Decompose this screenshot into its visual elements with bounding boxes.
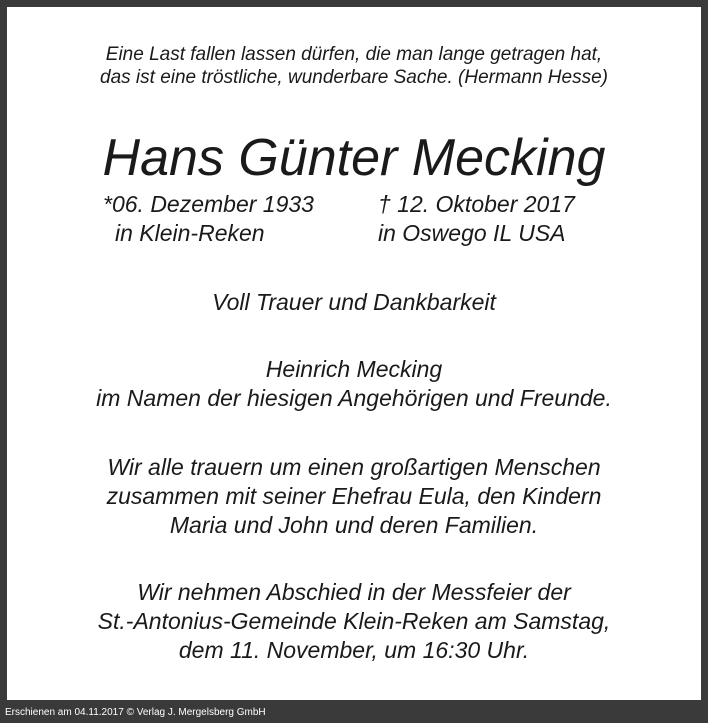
grief-paragraph [7, 453, 701, 540]
birth-date: *06. Dezember 1933 [103, 191, 314, 217]
farewell-line: Wir nehmen Abschied in der Messfeier der [137, 579, 571, 605]
signatory-block [7, 355, 701, 413]
quote-line: Eine Last fallen lassen dürfen, die man lange getragen hat, [105, 44, 603, 65]
death-date: † 12. Oktober 2017 [378, 191, 575, 217]
death-info [378, 190, 575, 248]
signatory-name: Heinrich Mecking [265, 356, 443, 382]
mourning-text: Voll Trauer und Dankbarkeit [212, 289, 496, 315]
grief-line: zusammen mit seiner Ehefrau Eula, den Kindern [106, 483, 602, 509]
death-place: in Oswego IL USA [378, 220, 566, 246]
signatory-on-behalf: im Namen der hiesigen Angehörigen und Freunde. [96, 385, 612, 411]
quote-line: das ist eine tröstliche, wunderbare Sache. (Hermann Hesse) [100, 67, 608, 88]
farewell-paragraph [7, 578, 701, 665]
publication-footer: Erschienen am 04.11.2017 © Verlag J. Mergelsberg GmbH [5, 707, 266, 718]
grief-line: Wir alle trauern um einen großartigen Menschen [107, 454, 601, 480]
farewell-line: dem 11. November, um 16:30 Uhr. [178, 637, 530, 663]
life-dates [7, 190, 701, 250]
obituary-card [7, 7, 701, 700]
deceased-name: Hans Günter Mecking [102, 129, 606, 187]
hesse-quote [7, 43, 701, 89]
birth-info [103, 190, 314, 248]
grief-line: Maria und John und deren Familien. [169, 512, 539, 538]
birth-place: in Klein-Reken [115, 220, 265, 246]
farewell-line: St.-Antonius-Gemeinde Klein-Reken am Samstag, [97, 608, 611, 634]
mourning-line [7, 288, 701, 317]
